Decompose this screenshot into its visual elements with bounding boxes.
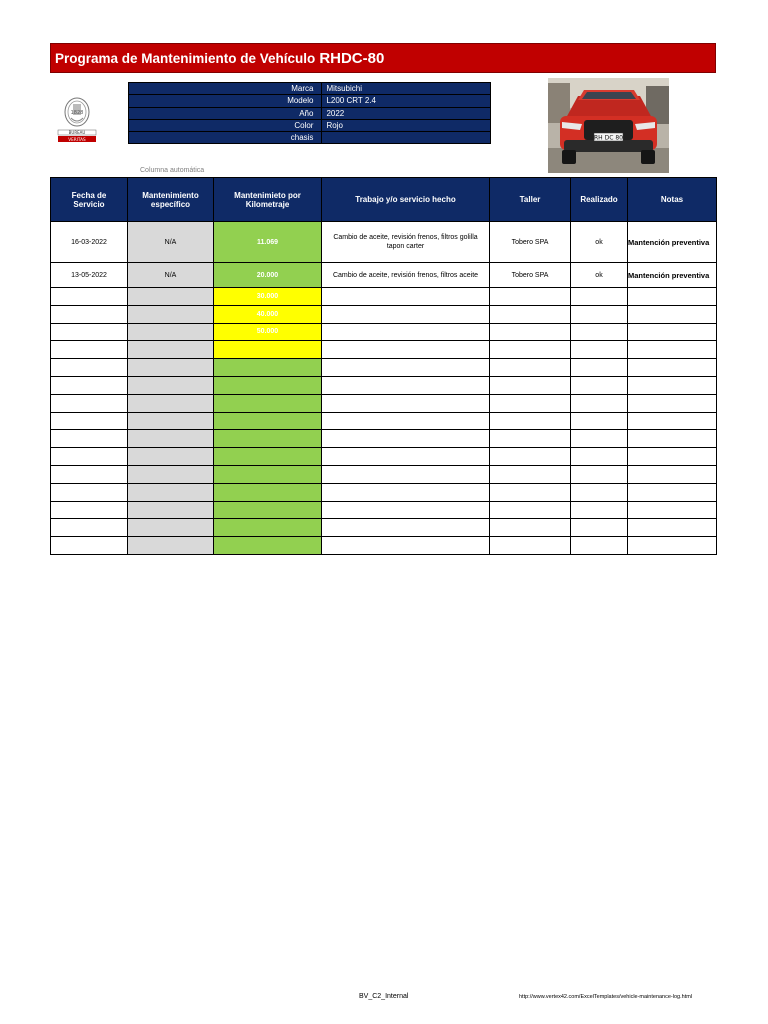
cell-especifico[interactable] — [128, 394, 214, 412]
cell-fecha[interactable] — [51, 305, 128, 323]
cell-kilometraje[interactable]: 20.000 — [214, 263, 322, 288]
cell-taller[interactable] — [490, 323, 571, 341]
header-trabajo: Trabajo y/o servicio hecho — [322, 178, 490, 222]
cell-realizado[interactable] — [571, 288, 628, 306]
table-row — [51, 483, 717, 501]
cell-taller[interactable] — [490, 501, 571, 519]
cell-notas[interactable] — [628, 323, 717, 341]
cell-kilometraje[interactable] — [214, 412, 322, 430]
cell-realizado[interactable]: ok — [571, 222, 628, 263]
cell-realizado[interactable]: ok — [571, 263, 628, 288]
vehicle-label: Marca — [129, 83, 322, 95]
log-table-body — [51, 222, 717, 555]
source-url[interactable]: http://www.vertex42.com/ExcelTemplates/vehicle-maintenance-log.html — [519, 994, 693, 1000]
cell-realizado[interactable] — [571, 341, 628, 359]
cell-notas[interactable]: Mantención preventiva — [628, 222, 717, 263]
vehicle-row-ano — [129, 107, 491, 119]
cell-fecha[interactable] — [51, 501, 128, 519]
cell-notas[interactable] — [628, 341, 717, 359]
cell-notas[interactable] — [628, 288, 717, 306]
cell-trabajo[interactable]: Cambio de aceite, revisión frenos, filtros golilla tapon carter — [322, 222, 490, 263]
cell-trabajo[interactable] — [322, 376, 490, 394]
cell-kilometraje[interactable] — [214, 376, 322, 394]
cell-notas[interactable] — [628, 376, 717, 394]
vehicle-label: Color — [129, 119, 322, 131]
cell-taller[interactable] — [490, 465, 571, 483]
cell-trabajo[interactable] — [322, 501, 490, 519]
cell-fecha[interactable] — [51, 412, 128, 430]
cell-kilometraje[interactable] — [214, 537, 322, 555]
cell-fecha[interactable] — [51, 448, 128, 466]
cell-trabajo[interactable] — [322, 430, 490, 448]
cell-trabajo[interactable] — [322, 448, 490, 466]
cell-kilometraje[interactable]: 30.000 — [214, 288, 322, 306]
bureau-veritas-logo — [56, 96, 98, 144]
cell-trabajo[interactable] — [322, 537, 490, 555]
cell-fecha[interactable] — [51, 323, 128, 341]
cell-especifico[interactable]: N/A — [128, 222, 214, 263]
table-row — [51, 359, 717, 377]
table-row — [51, 376, 717, 394]
plate-number: RHDC-80 — [319, 49, 385, 67]
cell-kilometraje[interactable] — [214, 448, 322, 466]
cell-trabajo[interactable] — [322, 305, 490, 323]
cell-fecha[interactable]: 13-05-2022 — [51, 263, 128, 288]
vehicle-row-chasis — [129, 132, 491, 144]
cell-kilometraje[interactable] — [214, 359, 322, 377]
cell-fecha[interactable] — [51, 537, 128, 555]
cell-kilometraje[interactable]: 40.000 — [214, 305, 322, 323]
cell-especifico[interactable] — [128, 305, 214, 323]
cell-notas[interactable] — [628, 501, 717, 519]
cell-realizado[interactable] — [571, 305, 628, 323]
cell-realizado[interactable] — [571, 501, 628, 519]
cell-notas[interactable] — [628, 359, 717, 377]
header-taller: Taller — [490, 178, 571, 222]
table-row — [51, 519, 717, 537]
cell-realizado[interactable] — [571, 359, 628, 377]
table-row — [51, 448, 717, 466]
cell-trabajo[interactable] — [322, 359, 490, 377]
cell-fecha[interactable] — [51, 519, 128, 537]
auto-column-note: Columna automática — [140, 167, 205, 174]
table-row — [51, 537, 717, 555]
cell-kilometraje[interactable] — [214, 501, 322, 519]
cell-especifico[interactable] — [128, 537, 214, 555]
cell-realizado[interactable] — [571, 465, 628, 483]
vehicle-value[interactable]: L200 CRT 2.4 — [322, 95, 491, 107]
cell-fecha[interactable] — [51, 376, 128, 394]
classification-label: BV_C2_Internal — [359, 993, 409, 1000]
cell-taller[interactable] — [490, 448, 571, 466]
svg-text:BUREAU: BUREAU — [68, 130, 86, 135]
header-kilometraje: Mantenimieto por Kilometraje — [214, 178, 322, 222]
cell-realizado[interactable] — [571, 394, 628, 412]
vehicle-row-modelo — [129, 95, 491, 107]
cell-realizado[interactable] — [571, 537, 628, 555]
header-fecha: Fecha de Servicio — [51, 178, 128, 222]
cell-especifico[interactable] — [128, 323, 214, 341]
cell-especifico[interactable] — [128, 465, 214, 483]
cell-fecha[interactable] — [51, 465, 128, 483]
cell-especifico[interactable] — [128, 519, 214, 537]
cell-taller[interactable] — [490, 519, 571, 537]
cell-kilometraje[interactable] — [214, 341, 322, 359]
vehicle-photo — [548, 78, 669, 173]
cell-taller[interactable] — [490, 394, 571, 412]
cell-taller[interactable] — [490, 376, 571, 394]
table-header-row — [51, 178, 717, 222]
table-row — [51, 412, 717, 430]
header-mantenimiento-especifico: Mantenimiento específico — [128, 178, 214, 222]
cell-especifico[interactable] — [128, 430, 214, 448]
cell-especifico[interactable] — [128, 341, 214, 359]
cell-trabajo[interactable] — [322, 483, 490, 501]
cell-notas[interactable]: Mantención preventiva — [628, 263, 717, 288]
vehicle-row-color — [129, 119, 491, 131]
cell-kilometraje[interactable]: 11.069 — [214, 222, 322, 263]
vehicle-info-table — [128, 82, 491, 144]
cell-notas[interactable] — [628, 305, 717, 323]
cell-especifico[interactable] — [128, 412, 214, 430]
cell-especifico[interactable] — [128, 288, 214, 306]
vehicle-value[interactable]: Mitsubichi — [322, 83, 491, 95]
cell-notas[interactable] — [628, 483, 717, 501]
cell-fecha[interactable] — [51, 341, 128, 359]
cell-fecha[interactable] — [51, 430, 128, 448]
cell-fecha[interactable] — [51, 288, 128, 306]
cell-trabajo[interactable] — [322, 288, 490, 306]
title-bar — [50, 43, 716, 73]
cell-realizado[interactable] — [571, 323, 628, 341]
cell-trabajo[interactable] — [322, 412, 490, 430]
vehicle-label: chasis — [129, 132, 322, 144]
cell-notas[interactable] — [628, 465, 717, 483]
cell-fecha[interactable] — [51, 359, 128, 377]
table-row — [51, 323, 717, 341]
cell-especifico[interactable] — [128, 483, 214, 501]
cell-kilometraje[interactable]: 50.000 — [214, 323, 322, 341]
cell-especifico[interactable] — [128, 501, 214, 519]
cell-realizado[interactable] — [571, 483, 628, 501]
cell-notas[interactable] — [628, 448, 717, 466]
cell-realizado[interactable] — [571, 430, 628, 448]
cell-kilometraje[interactable] — [214, 465, 322, 483]
cell-realizado[interactable] — [571, 376, 628, 394]
cell-trabajo[interactable] — [322, 323, 490, 341]
cell-notas[interactable] — [628, 430, 717, 448]
cell-taller[interactable] — [490, 537, 571, 555]
cell-trabajo[interactable] — [322, 394, 490, 412]
cell-fecha[interactable] — [51, 394, 128, 412]
table-row — [51, 222, 717, 263]
cell-especifico[interactable] — [128, 359, 214, 377]
page-title: Programa de Mantenimiento de Vehículo — [55, 50, 316, 66]
cell-taller[interactable] — [490, 359, 571, 377]
plate-text: RH DC 80 — [594, 134, 623, 142]
table-row — [51, 341, 717, 359]
cell-notas[interactable] — [628, 519, 717, 537]
cell-fecha[interactable] — [51, 483, 128, 501]
table-row — [51, 305, 717, 323]
cell-especifico[interactable]: N/A — [128, 263, 214, 288]
cell-taller[interactable] — [490, 412, 571, 430]
cell-taller[interactable] — [490, 305, 571, 323]
cell-notas[interactable] — [628, 394, 717, 412]
cell-taller[interactable]: Tobero SPA — [490, 222, 571, 263]
cell-notas[interactable] — [628, 412, 717, 430]
header-realizado: Realizado — [571, 178, 628, 222]
table-row — [51, 263, 717, 288]
cell-taller[interactable] — [490, 483, 571, 501]
cell-trabajo[interactable] — [322, 341, 490, 359]
vehicle-value[interactable]: Rojo — [322, 119, 491, 131]
header-notas: Notas — [628, 178, 717, 222]
svg-text:1828: 1828 — [70, 110, 84, 116]
cell-especifico[interactable] — [128, 376, 214, 394]
cell-realizado[interactable] — [571, 448, 628, 466]
vehicle-row-marca — [129, 83, 491, 95]
table-row — [51, 288, 717, 306]
cell-especifico[interactable] — [128, 448, 214, 466]
vehicle-value[interactable]: 2022 — [322, 107, 491, 119]
table-row — [51, 501, 717, 519]
cell-realizado[interactable] — [571, 519, 628, 537]
cell-taller[interactable] — [490, 341, 571, 359]
cell-fecha[interactable]: 16-03-2022 — [51, 222, 128, 263]
table-row — [51, 465, 717, 483]
cell-kilometraje[interactable] — [214, 394, 322, 412]
cell-kilometraje[interactable] — [214, 519, 322, 537]
vehicle-label: Año — [129, 107, 322, 119]
cell-taller[interactable]: Tobero SPA — [490, 263, 571, 288]
svg-text:VERITAS: VERITAS — [68, 136, 86, 142]
cell-notas[interactable] — [628, 537, 717, 555]
cell-realizado[interactable] — [571, 412, 628, 430]
vehicle-value[interactable] — [322, 132, 491, 144]
cell-taller[interactable] — [490, 430, 571, 448]
table-row — [51, 430, 717, 448]
cell-trabajo[interactable] — [322, 465, 490, 483]
cell-trabajo[interactable]: Cambio de aceite, revisión frenos, filtros aceite — [322, 263, 490, 288]
maintenance-log-table — [50, 177, 717, 555]
cell-kilometraje[interactable] — [214, 430, 322, 448]
cell-kilometraje[interactable] — [214, 483, 322, 501]
cell-trabajo[interactable] — [322, 519, 490, 537]
table-row — [51, 394, 717, 412]
vehicle-label: Modelo — [129, 95, 322, 107]
cell-taller[interactable] — [490, 288, 571, 306]
